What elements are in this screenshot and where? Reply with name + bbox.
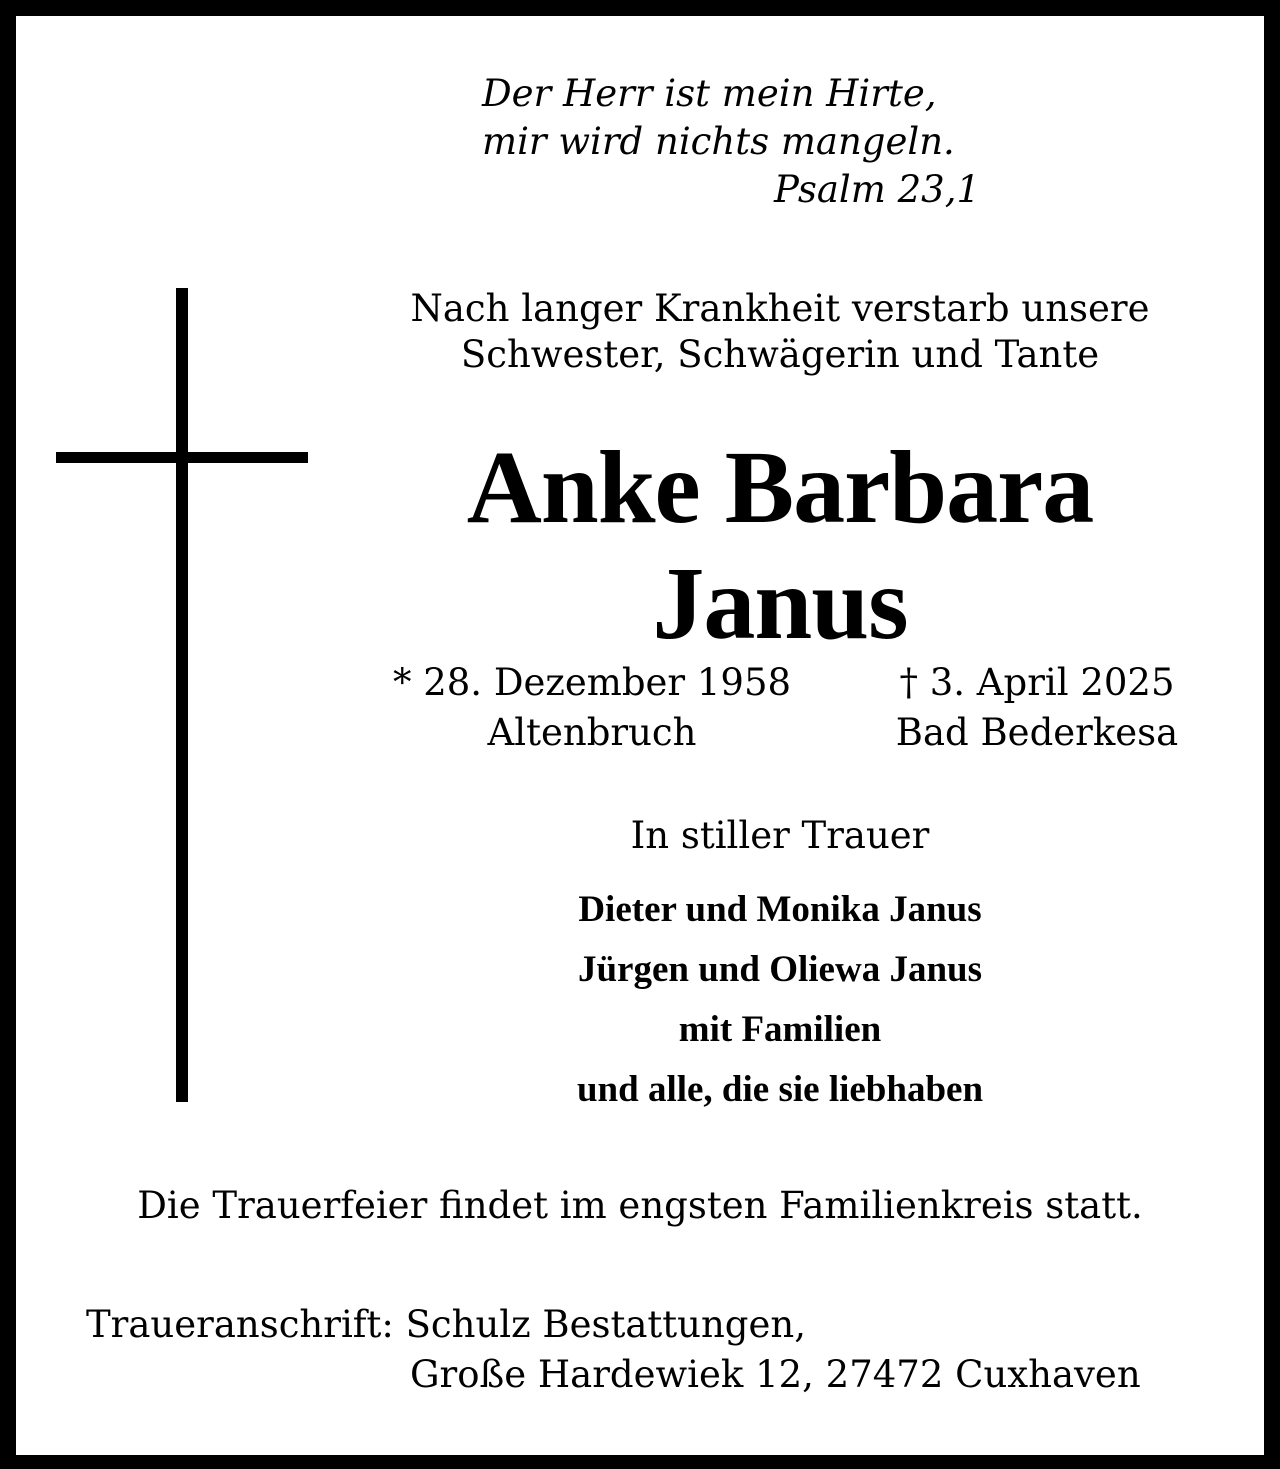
address-line-1: Traueranschrift: Schulz Bestattungen, <box>86 1303 806 1346</box>
address-line-2: Große Hardewiek 12, 27472 Cuxhaven <box>410 1353 1141 1396</box>
death-announcement <box>380 286 1180 378</box>
mourner-line: und alle, die sie liebhaben <box>576 1069 984 1110</box>
mourner-line: Dieter und Monika Janus <box>578 889 982 930</box>
psalm-reference: Psalm 23,1 <box>773 168 980 211</box>
birth-date: * 28. Dezember 1958 <box>392 661 792 704</box>
announcement-line-1: Nach langer Krankheit verstarb unsere <box>410 287 1150 330</box>
death-place: Bad Bederkesa <box>895 711 1179 754</box>
psalm-line-1: Der Herr ist mein Hirte, <box>482 72 937 115</box>
psalm-quote <box>440 70 980 214</box>
announcement-line-2: Schwester, Schwägerin und Tante <box>460 333 1100 376</box>
mourning-address <box>86 1300 1141 1400</box>
cross-vertical-beam <box>176 288 188 1102</box>
psalm-line-2: mir wird nichts mangeln. <box>482 120 955 163</box>
deceased-first-names: Anke Barbara <box>466 430 1094 545</box>
mourner-line: mit Familien <box>678 1009 882 1050</box>
deceased-name <box>380 430 1180 662</box>
ceremony-notice: Die Trauerfeier findet im engsten Familienkreis statt. <box>137 1184 1143 1227</box>
death-info <box>872 658 1202 758</box>
mourner-line: Jürgen und Oliewa Janus <box>577 949 983 990</box>
mourners-list <box>380 880 1180 1120</box>
birth-place: Altenbruch <box>487 711 697 754</box>
deceased-surname: Janus <box>652 546 908 661</box>
birth-info <box>382 658 802 758</box>
cross-horizontal-beam <box>56 452 308 463</box>
mourning-text: In stiller Trauer <box>630 814 930 857</box>
death-date: † 3. April 2025 <box>899 661 1175 704</box>
